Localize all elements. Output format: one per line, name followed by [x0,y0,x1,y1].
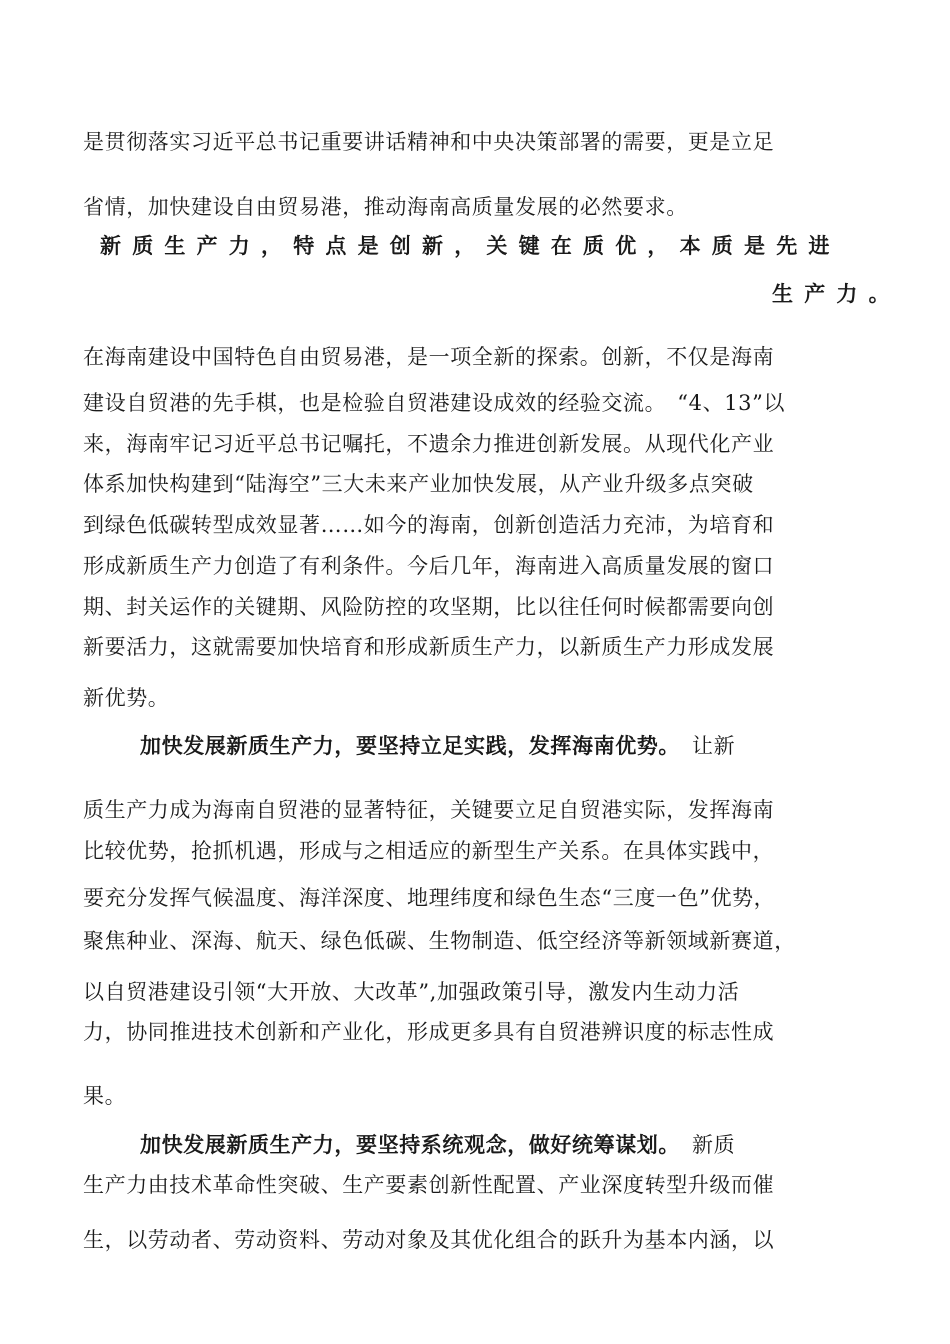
bold-lead-sentence: 加快发展新质生产力，要坚持立足实践，发挥海南优势。 [140,733,680,758]
paragraph-line: 期、封关运作的关键期、风险防控的攻坚期，比以往任何时候都需要向创 [83,595,775,619]
paragraph-line: 体系加快构建到“陆海空”三大未来产业加快发展，从产业升级多点突破 [83,472,754,496]
paragraph-line: 新要活力，这就需要加快培育和形成新质生产力，以新质生产力形成发展 [83,635,775,659]
section-heading: 新质生产力，特点是创新，关键在质优，本质是先进 [100,233,841,258]
lead-continuation: 让新 [692,734,736,758]
paragraph-line: 以自贸港建设引领“大开放、大改革”,加强政策引导，激发内生动力活 [83,980,740,1004]
bold-lead-sentence: 加快发展新质生产力，要坚持系统观念，做好统筹谋划。 [140,1132,680,1157]
paragraph-line: 力，协同推进技术创新和产业化，形成更多具有自贸港辨识度的标志性成 [83,1020,775,1044]
paragraph-line: 质生产力成为海南自贸港的显著特征，关键要立足自贸港实际，发挥海南 [83,798,775,822]
paragraph-line: 生，以劳动者、劳动资料、劳动对象及其优化组合的跃升为基本内涵，以 [83,1228,775,1252]
paragraph-line: 生产力由技术革命性突破、生产要素创新性配置、产业深度转型升级而催 [83,1173,775,1197]
lead-continuation: 新质 [692,1133,736,1157]
paragraph-line: 是贯彻落实习近平总书记重要讲话精神和中央决策部署的需要，更是立足 [83,130,775,154]
paragraph-line: 来，海南牢记习近平总书记嘱托，不遗余力推进创新发展。从现代化产业 [83,432,775,456]
paragraph-line: 形成新质生产力创造了有利条件。今后几年，海南进入高质量发展的窗口 [83,554,775,578]
paragraph-lead-line [140,732,735,760]
paragraph-line: 在海南建设中国特色自由贸易港，是一项全新的探索。创新，不仅是海南 [83,345,775,369]
paragraph-line: 要充分发挥气候温度、海洋深度、地理纬度和绿色生态“三度一色”优势， [83,886,776,910]
paragraph-line: 聚焦种业、深海、航天、绿色低碳、生物制造、低空经济等新领域新赛道， [83,929,796,953]
paragraph-line: 省情，加快建设自由贸易港，推动海南高质量发展的必然要求。 [83,195,688,219]
paragraph-line: 比较优势，抢抓机遇，形成与之相适应的新型生产关系。在具体实践中， [83,839,775,863]
paragraph-line: 新优势。 [83,686,170,710]
paragraph-lead-line [140,1131,735,1159]
paragraph-line: 到绿色低碳转型成效显著……如今的海南，创新创造活力充沛，为培育和 [83,513,775,537]
section-heading-continued: 生产力。 [772,281,901,306]
paragraph-line: 建设自贸港的先手棋，也是检验自贸港建设成效的经验交流。 “4、13”以 [83,391,786,415]
paragraph-line: 果。 [83,1084,127,1108]
